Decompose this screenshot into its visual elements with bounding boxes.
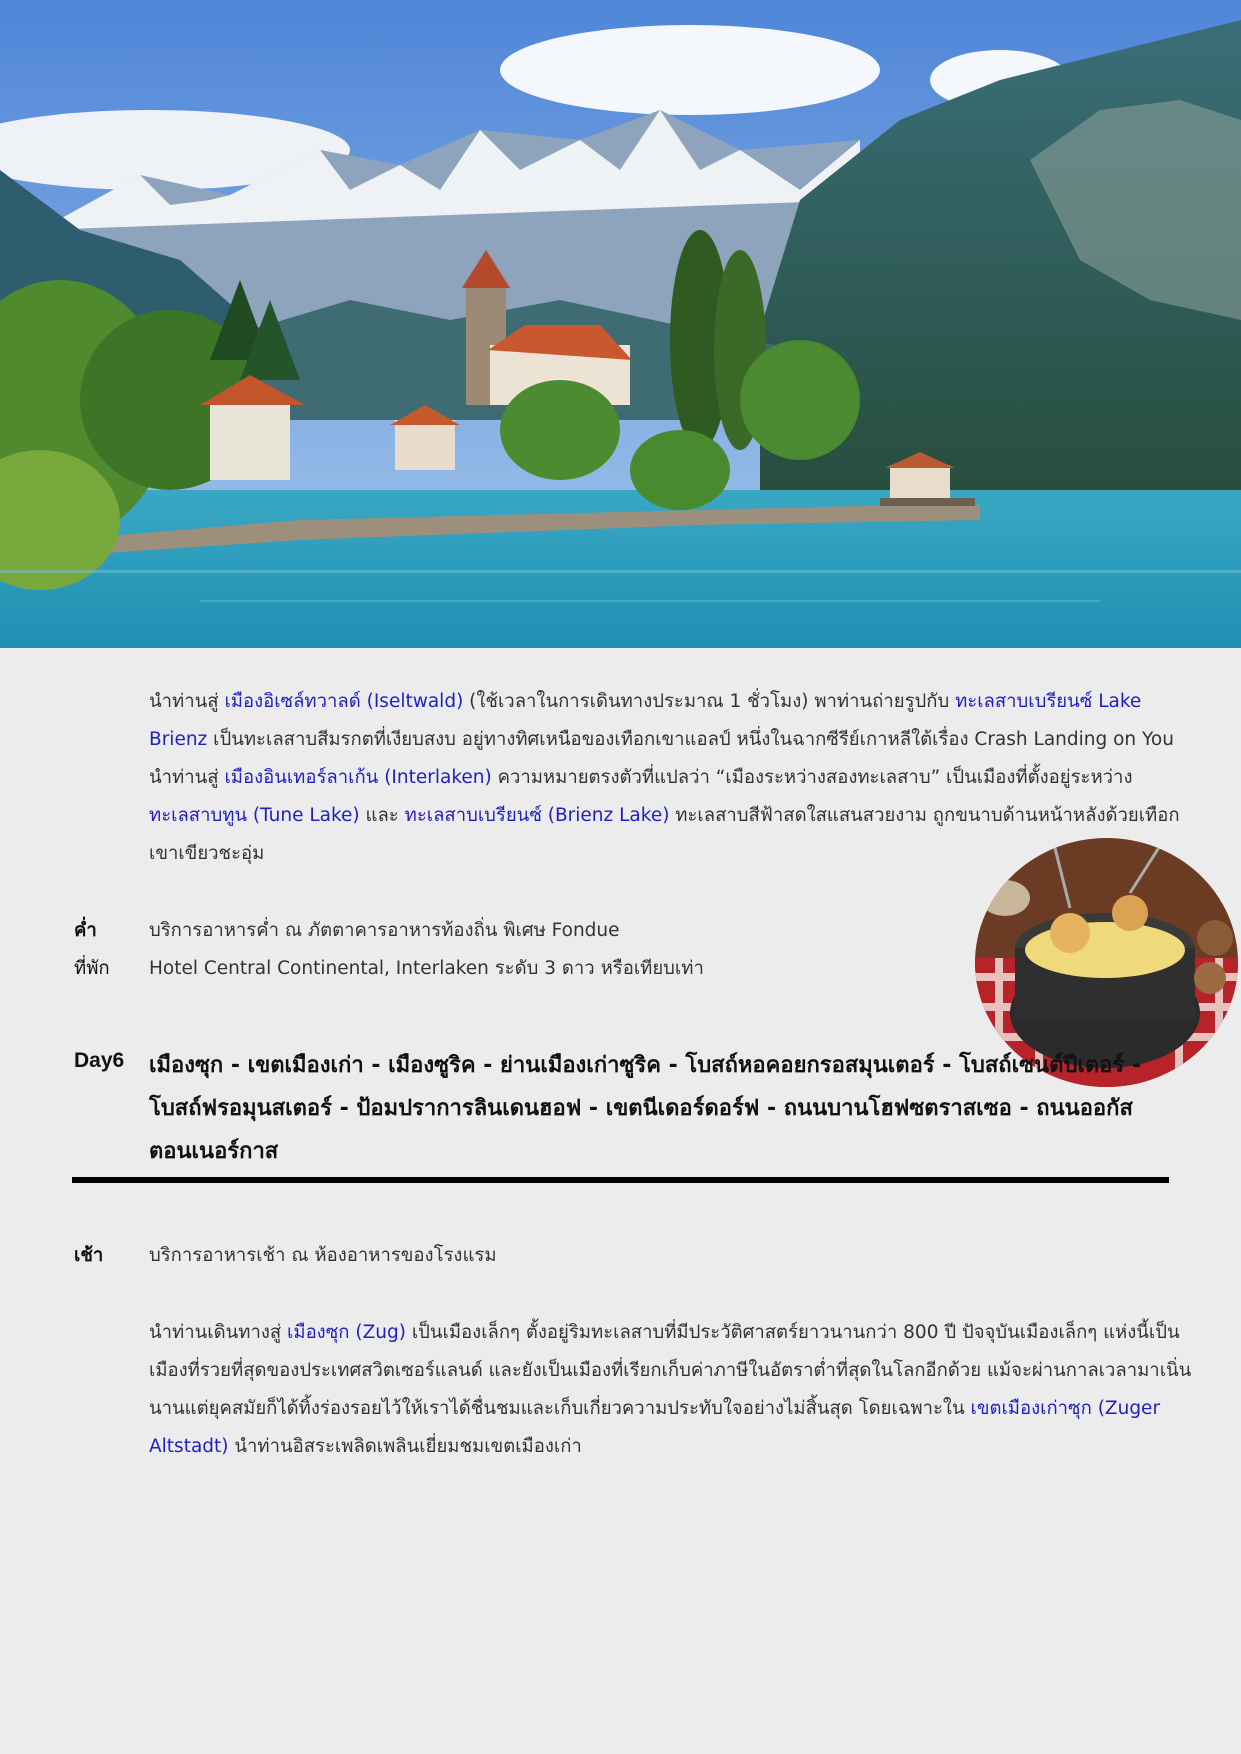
intro-text-5: และ	[359, 805, 405, 826]
hero-photo	[0, 0, 1241, 648]
breakfast-label: เช้า	[74, 1245, 104, 1266]
intro-text-2: (ใช้เวลาในการเดินทางประมาณ 1 ชั่วโมง) พาท่านถ่ายรูปกับ	[463, 691, 956, 712]
intro-paragraph	[149, 683, 1199, 873]
highlight-interlaken: เมืองอินเทอร์ลาเก้น (Interlaken)	[224, 767, 492, 788]
day-title: เมืองซุก - เขตเมืองเก่า - เมืองซูริค - ย่านเมืองเก่าซูริค - โบสถ์หอคอยกรอสมุนเตอร์ - โบสถ์เซนต์ปีเตอร์ - โบสถ์ฟรอมุนสเตอร์ - ป้อมปราการลินเดนฮอฟ - เขตนีเดอร์ดอร์ฟ - ถนนบานโฮฟซตราสเซอ - ถนนออกัสตอนเนอร์กาส	[149, 1053, 1141, 1164]
highlight-brienz-lake: ทะเลสาบเบรียนซ์ (Brienz Lake)	[404, 805, 670, 826]
highlight-zuger-altstadt: เขตเมืองเก่าซุก (Zuger Altstadt)	[149, 1398, 1161, 1457]
dinner-label: ค่ำ	[74, 920, 97, 941]
dinner-text: บริการอาหารค่ำ ณ ภัตตาคารอาหารท้องถิ่น พิเศษ Fondue	[149, 920, 620, 941]
divider	[72, 1177, 1169, 1183]
lake-landscape-illustration	[0, 0, 1241, 648]
highlight-zug: เมืองซุก (Zug)	[287, 1322, 406, 1343]
breakfast-row	[74, 1237, 497, 1275]
hotel-row	[74, 950, 704, 988]
zug-text-3: นำท่านอิสระเพลิดเพลินเยี่ยมชมเขตเมืองเก่า	[228, 1436, 582, 1457]
intro-text-1: นำท่านสู่	[149, 691, 225, 712]
zug-text-2: เป็นเมืองเล็กๆ ตั้งอยู่ริมทะเลสาบที่มีประวัติศาสตร์ยาวนานกว่า 800 ปี ปัจจุบันเมืองเล็กๆ แห่งนี้เป็นเมืองที่รวยที่สุดของประเทศสวิตเซอร์แลนด์ และยังเป็นเมืองที่เรียกเก็บค่าภาษีในอัตราต่ำที่สุดในโลกอีกด้วย แม้จะผ่านกาลเวลามาเนิ่นนานแต่ยุคสมัยก็ได้ทิ้งร่องรอยไว้ให้เราได้ชื่นชมและเก็บเกี่ยวความประทับใจอย่างไม่สิ้นสุด โดยเฉพาะใน	[149, 1322, 1192, 1419]
breakfast-text: บริการอาหารเช้า ณ ห้องอาหารของโรงแรม	[149, 1245, 497, 1266]
zug-text-1: นำท่านเดินทางสู่	[149, 1322, 288, 1343]
hotel-label: ที่พัก	[74, 958, 110, 979]
intro-text-3: เป็นทะเลสาบสีมรกตที่เงียบสงบ อยู่ทางทิศเหนือของเทือกเขาแอลป์ หนึ่งในฉากซีรีย์เกาหลีใต้เรื่อง Crash Landing on You นำท่านสู่	[149, 729, 1174, 788]
highlight-iseltwald: เมืองอิเซล์ทวาลด์ (Iseltwald)	[224, 691, 464, 712]
highlight-lake-brienz: ทะเลสาบเบรียนซ์ Lake Brienz	[149, 691, 1142, 750]
day-label: Day6	[74, 1049, 125, 1072]
intro-text-6: ทะเลสาบสีฟ้าสดใสแสนสวยงาม ถูกขนาบด้านหน้าหลังด้วยเทือกเขาเขียวชะอุ่ม	[149, 805, 1180, 864]
hotel-text: Hotel Central Continental, Interlaken ระดับ 3 ดาว หรือเทียบเท่า	[149, 958, 704, 979]
intro-text-4: ความหมายตรงตัวที่แปลว่า “เมืองระหว่างสองทะเลสาบ” เป็นเมืองที่ตั้งอยู่ระหว่าง	[491, 767, 1133, 788]
highlight-tune-lake: ทะเลสาบทูน (Tune Lake)	[149, 805, 360, 826]
dinner-row	[74, 912, 620, 950]
zug-paragraph	[149, 1314, 1199, 1466]
